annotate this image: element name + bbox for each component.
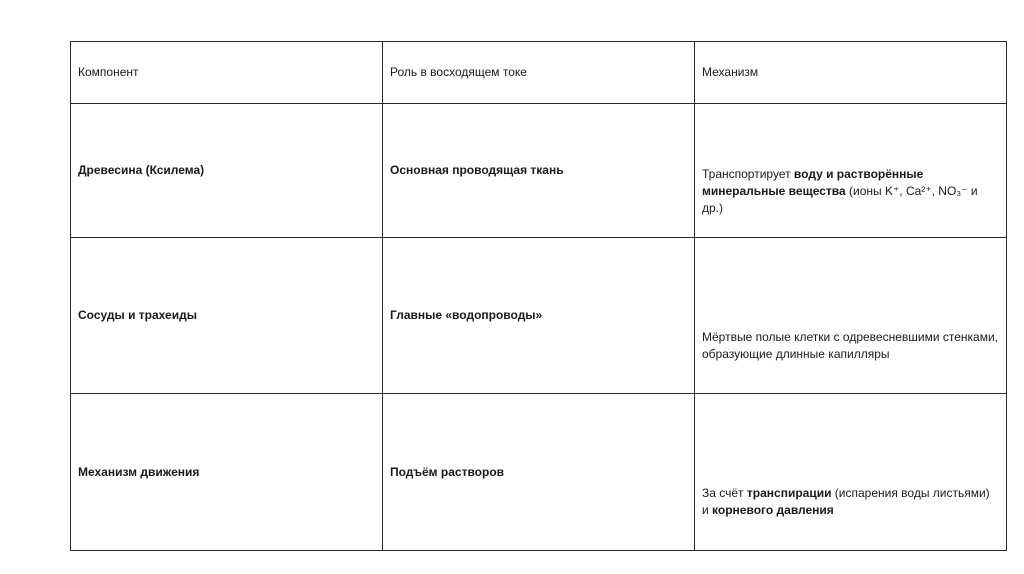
role-cell: Основная проводящая ткань: [383, 104, 695, 238]
table-row: [71, 394, 1007, 551]
mechanism-text: [702, 124, 999, 217]
header-role: Роль в восходящем токе: [383, 42, 695, 104]
mechanism-text: [702, 425, 999, 519]
mechanism-text: Мёртвые полые клетки с одревесневшими стенками, образующие длинные капилляры: [702, 330, 999, 361]
mechanism-cell: [695, 238, 1007, 394]
table-header-row: [71, 42, 1007, 104]
mechanism-cell: [695, 394, 1007, 551]
role-cell: Подъём растворов: [383, 394, 695, 551]
mechanism-text-part: Транспортирует: [702, 167, 794, 181]
mechanism-text-part: (ионы K⁺, Ca²⁺, NO₃⁻ и др.): [702, 184, 978, 215]
component-cell: Древесина (Ксилема): [71, 104, 383, 238]
mechanism-text-bold: корневого давления: [712, 503, 834, 517]
header-mechanism: Механизм: [695, 42, 1007, 104]
component-cell: Сосуды и трахеиды: [71, 238, 383, 394]
biology-table: [70, 41, 1007, 551]
table-row: [71, 238, 1007, 394]
header-component: Компонент: [71, 42, 383, 104]
role-cell: Главные «водопроводы»: [383, 238, 695, 394]
table-row: [71, 104, 1007, 238]
mechanism-text-bold: транспирации: [746, 486, 832, 500]
mechanism-text-part: (испарения воды листьями) и: [702, 486, 990, 517]
mechanism-text-bold: воду и растворённые минеральные вещества: [702, 167, 924, 198]
component-cell: Механизм движения: [71, 394, 383, 551]
mechanism-text-part: За счёт: [702, 486, 747, 500]
mechanism-cell: [695, 104, 1007, 238]
